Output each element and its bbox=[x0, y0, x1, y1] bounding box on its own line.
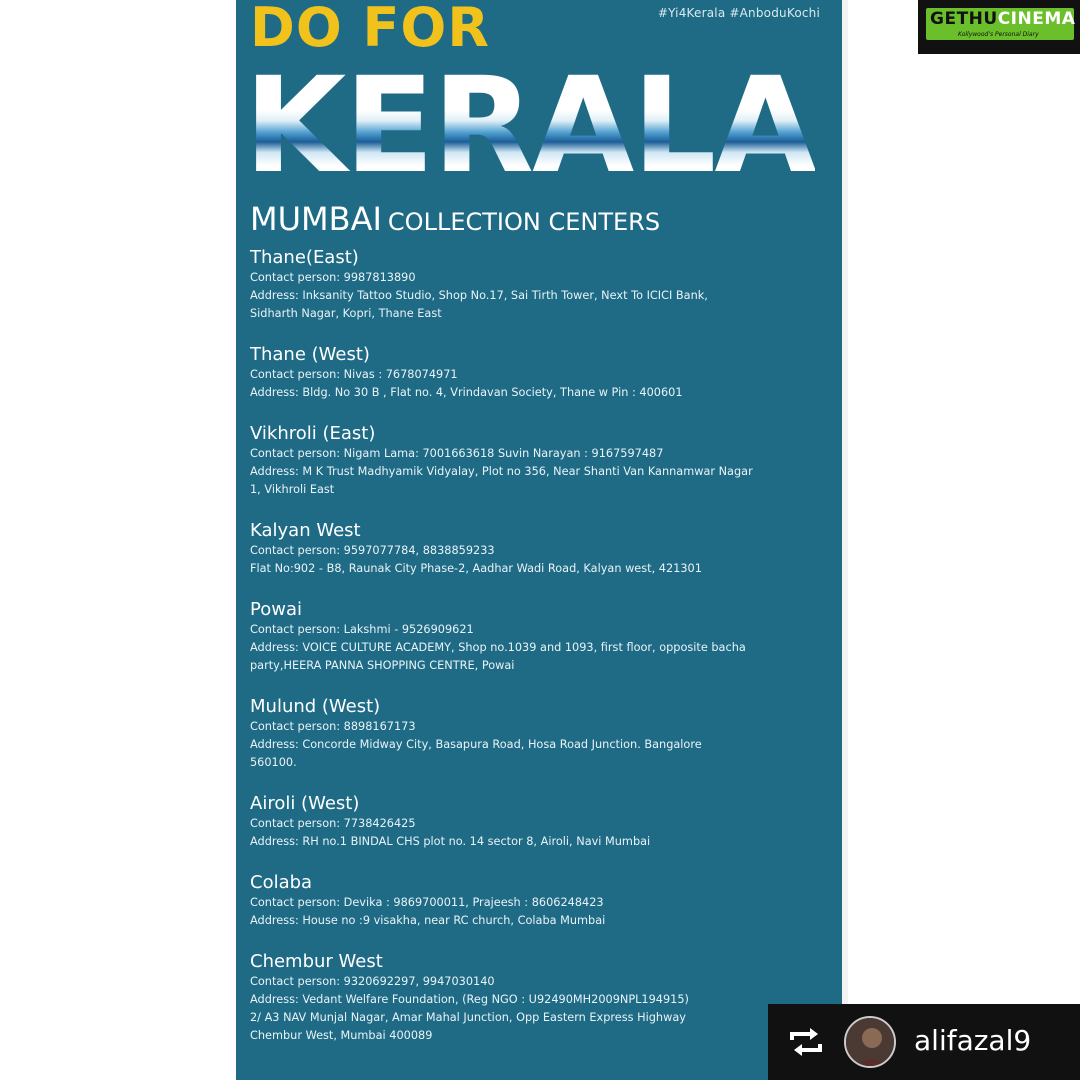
poster bbox=[236, 0, 842, 1080]
section-title-label: COLLECTION CENTERS bbox=[387, 208, 661, 236]
center-detail-line: Contact person: Devika : 9869700011, Prajeesh : 8606248423 bbox=[250, 896, 604, 909]
center-detail-line: Address: VOICE CULTURE ACADEMY, Shop no.1039 and 1093, first floor, opposite bacha bbox=[250, 641, 746, 654]
section-title-city: MUMBAI bbox=[250, 200, 382, 238]
logo-part1: GETHU bbox=[930, 9, 998, 29]
center-name: Thane(East) bbox=[250, 247, 359, 268]
logo-tagline: Kollywood's Personal Diary bbox=[958, 31, 1039, 38]
center-detail-line: Address: Vedant Welfare Foundation, (Reg NGO : U92490MH2009NPL194915) bbox=[250, 993, 689, 1006]
center-detail-line: Address: M K Trust Madhyamik Vidyalay, Plot no 356, Near Shanti Van Kannamwar Nagar bbox=[250, 465, 753, 478]
center-detail-line: Contact person: Lakshmi - 9526909621 bbox=[250, 623, 474, 636]
center-name: Thane (West) bbox=[250, 344, 370, 365]
collection-centers-list bbox=[250, 247, 826, 1066]
center-detail-line: Address: RH no.1 BINDAL CHS plot no. 14 sector 8, Airoli, Navi Mumbai bbox=[250, 835, 651, 848]
center-name: Airoli (West) bbox=[250, 793, 360, 814]
center-item bbox=[250, 872, 826, 930]
logo-text bbox=[930, 9, 1075, 29]
center-detail-line: Contact person: 9597077784, 8838859233 bbox=[250, 544, 495, 557]
center-detail-line: Address: Concorde Midway City, Basapura Road, Hosa Road Junction. Bangalore bbox=[250, 738, 702, 751]
section-title bbox=[250, 200, 660, 238]
center-detail-line: 560100. bbox=[250, 756, 297, 769]
center-item bbox=[250, 951, 826, 1045]
center-item bbox=[250, 599, 826, 675]
center-detail-line: Contact person: Nigam Lama: 7001663618 Suvin Narayan : 9167597487 bbox=[250, 447, 664, 460]
center-item bbox=[250, 520, 826, 578]
center-detail-line: Flat No:902 - B8, Raunak City Phase-2, Aadhar Wadi Road, Kalyan west, 421301 bbox=[250, 562, 702, 575]
center-detail-line: Contact person: 8898167173 bbox=[250, 720, 416, 733]
center-item bbox=[250, 247, 826, 323]
center-item bbox=[250, 793, 826, 851]
center-name: Vikhroli (East) bbox=[250, 423, 376, 444]
avatar-image bbox=[846, 1018, 896, 1068]
center-detail-line: Contact person: 9320692297, 9947030140 bbox=[250, 975, 495, 988]
gethu-cinema-logo bbox=[918, 0, 1080, 54]
headline-do-for: DO FOR bbox=[250, 0, 490, 59]
center-name: Powai bbox=[250, 599, 302, 620]
center-item bbox=[250, 696, 826, 772]
center-item bbox=[250, 423, 826, 499]
center-name: Colaba bbox=[250, 872, 313, 893]
center-detail-line: 2/ A3 NAV Munjal Nagar, Amar Mahal Junction, Opp Eastern Express Highway bbox=[250, 1011, 686, 1024]
center-name: Mulund (West) bbox=[250, 696, 381, 717]
center-detail-line: party,HEERA PANNA SHOPPING CENTRE, Powai bbox=[250, 659, 515, 672]
hashtags: #Yi4Kerala #AnboduKochi bbox=[657, 6, 820, 20]
repost-username[interactable]: alifazal9 bbox=[914, 1024, 1032, 1057]
center-detail-line: Address: House no :9 visakha, near RC church, Colaba Mumbai bbox=[250, 914, 606, 927]
center-detail-line: Contact person: Nivas : 7678074971 bbox=[250, 368, 458, 381]
center-detail-line: Chembur West, Mumbai 400089 bbox=[250, 1029, 433, 1042]
center-detail-line: Sidharth Nagar, Kopri, Thane East bbox=[250, 307, 442, 320]
repost-icon bbox=[786, 1026, 826, 1058]
poster-edge bbox=[842, 0, 848, 1080]
center-detail-line: 1, Vikhroli East bbox=[250, 483, 335, 496]
repost-badge bbox=[768, 1004, 1080, 1080]
center-item bbox=[250, 344, 826, 402]
center-name: Kalyan West bbox=[250, 520, 361, 541]
logo-part2: CINEMA bbox=[997, 9, 1076, 29]
center-detail-line: Contact person: 9987813890 bbox=[250, 271, 416, 284]
headline-kerala: KERALA bbox=[244, 49, 815, 203]
center-detail-line: Address: Inksanity Tattoo Studio, Shop No.17, Sai Tirth Tower, Next To ICICI Bank, bbox=[250, 289, 708, 302]
center-detail-line: Contact person: 7738426425 bbox=[250, 817, 416, 830]
center-detail-line: Address: Bldg. No 30 B , Flat no. 4, Vrindavan Society, Thane w Pin : 400601 bbox=[250, 386, 683, 399]
avatar[interactable] bbox=[844, 1016, 896, 1068]
center-name: Chembur West bbox=[250, 951, 383, 972]
